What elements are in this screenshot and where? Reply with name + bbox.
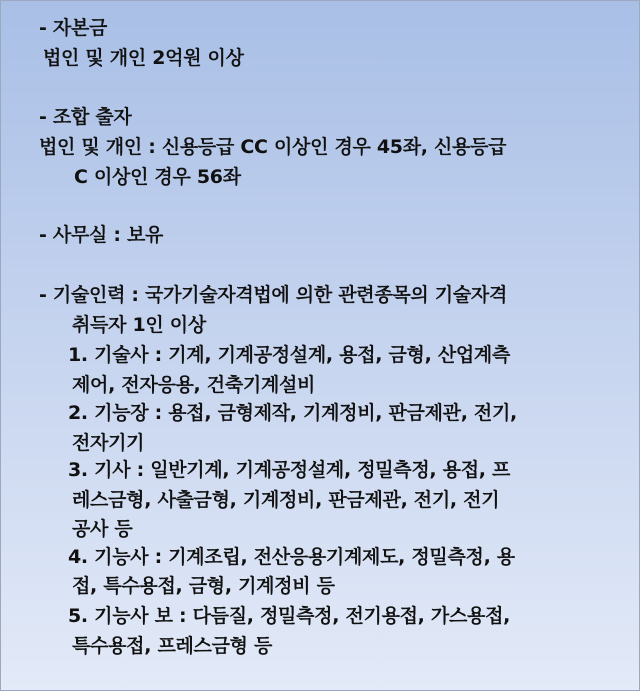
tech-heading: - 기술인력 : 국가기술자격법에 의한 관련종목의 기술자격 <box>39 284 508 306</box>
tech-item-2-line2: 전자기기 <box>72 432 145 454</box>
tech-item-1-line2: 제어, 전자응용, 건축기계설비 <box>72 374 316 396</box>
tech-heading-cont: 취득자 1인 이상 <box>72 314 206 336</box>
capital-text: 법인 및 개인 2억원 이상 <box>43 47 244 69</box>
tech-item-5-line1: 5. 기능사 보 : 다듬질, 정밀측정, 전기용접, 가스용접, <box>68 605 511 627</box>
tech-item-3-line1: 3. 기사 : 일반기계, 기계공정설계, 정밀측정, 용접, 프 <box>68 459 511 481</box>
capital-heading: - 자본금 <box>39 17 108 39</box>
union-text-line2: C 이상인 경우 56좌 <box>74 166 241 188</box>
union-heading: - 조합 출자 <box>39 106 132 128</box>
tech-item-2-line1: 2. 기능장 : 용접, 금형제작, 기계정비, 판금제관, 전기, <box>68 402 517 424</box>
tech-item-3-line2: 레스금형, 사출금형, 기계정비, 판금제관, 전기, 전기 <box>72 489 500 511</box>
tech-item-4-line1: 4. 기능사 : 기계조립, 전산응용기계제도, 정밀측정, 용 <box>68 546 515 568</box>
tech-item-1-line1: 1. 기술사 : 기계, 기계공정설계, 용접, 금형, 산업계측 <box>68 344 511 366</box>
tech-item-4-line2: 접, 특수용접, 금형, 기계정비 등 <box>72 575 335 597</box>
office-heading: - 사무실 : 보유 <box>39 224 164 246</box>
union-text-line1: 법인 및 개인 : 신용등급 CC 이상인 경우 45좌, 신용등급 <box>39 136 507 158</box>
tech-item-5-line2: 특수용접, 프레스금형 등 <box>72 635 273 657</box>
tech-item-3-line3: 공사 등 <box>72 518 133 540</box>
